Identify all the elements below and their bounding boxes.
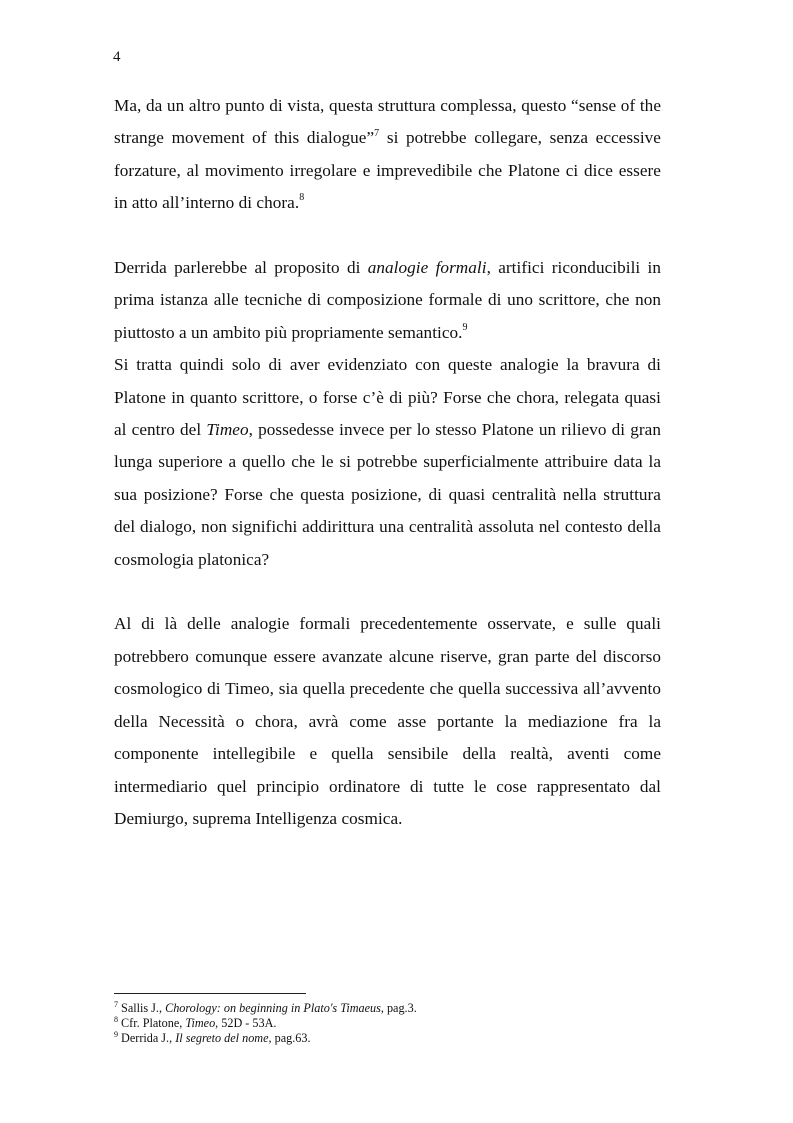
italic-text: Il segreto del nome (175, 1031, 269, 1045)
footnote-marker: 9 (114, 1029, 118, 1039)
italic-text: Chorology: on beginning in Plato's Timaeus (165, 1001, 381, 1015)
text-segment: , pag.3. (380, 1001, 417, 1015)
text-segment: , pag.63. (268, 1031, 311, 1045)
paragraph (114, 349, 661, 576)
text-segment: , 52D - 53A. (215, 1016, 277, 1030)
text-segment: Cfr. Platone, (118, 1016, 186, 1030)
text-segment: Al di là delle analogie formali precedentemente osservate, e sulle quali potrebbero comunque essere avanzate alcune riserve, gran parte del discorso cosmologico di Timeo, sia quella precedente che quella successiva all’avvento della Necessità o chora, avrà come asse portante la mediazione fra la componente intellegibile e quella sensibile della realtà, aventi come intermediario quel principio ordinatore di tutte le cose rappresentato dal Demiurgo, suprema Intelligenza cosmica. (114, 614, 661, 828)
footnote (114, 1001, 661, 1016)
italic-text: Timeo (206, 420, 249, 440)
text-segment: Derrida parlerebbe al proposito di (114, 258, 368, 278)
body-text (114, 90, 661, 835)
text-segment: , artifici riconducibili in prima istanza alle tecniche di composizione formale di uno scrittore, che non piuttosto a un ambito più propriamente semantico. (114, 258, 661, 342)
text-segment: Ma, da un altro punto di vista, questa struttura complessa, questo “sense of the strange movement of this dialogue” (114, 96, 661, 148)
text-segment: , possedesse invece per lo stesso Platone un rilievo di gran lunga superiore a quello che le si potrebbe superficialmente attribuire data la sua posizione? Forse che questa posizione, di quasi centralità nella struttura del dialogo, non significhi addirittura una centralità assoluta nel contesto della cosmologia platonica? (114, 420, 661, 569)
text-segment: si potrebbe collegare, senza eccessive forzature, al movimento irregolare e imprevedibile che Platone ci dice essere in atto all’interno di chora. (114, 128, 661, 213)
paragraph (114, 252, 661, 349)
page-number: 4 (113, 49, 121, 65)
footnote (114, 1016, 661, 1031)
footnote-marker: 7 (374, 127, 380, 139)
text-segment: Si tratta quindi solo di aver evidenziato con queste analogie la bravura di Platone in quanto scrittore, o forse c’è di più? Forse che chora, relegata quasi al centro del (114, 355, 661, 440)
italic-text: Timeo (185, 1016, 216, 1030)
italic-text: analogie formali (367, 258, 487, 278)
footnote-marker: 7 (114, 999, 118, 1009)
paragraph (114, 608, 661, 835)
footnote-marker: 8 (299, 192, 305, 204)
footnote (114, 1031, 661, 1046)
text-segment: Sallis J., (118, 1001, 166, 1015)
footnotes (114, 1001, 661, 1046)
paragraph (114, 90, 661, 220)
footnote-rule (114, 993, 306, 994)
footnote-marker: 9 (462, 322, 468, 334)
footnote-marker: 8 (114, 1014, 118, 1024)
text-segment: Derrida J., (118, 1031, 176, 1045)
